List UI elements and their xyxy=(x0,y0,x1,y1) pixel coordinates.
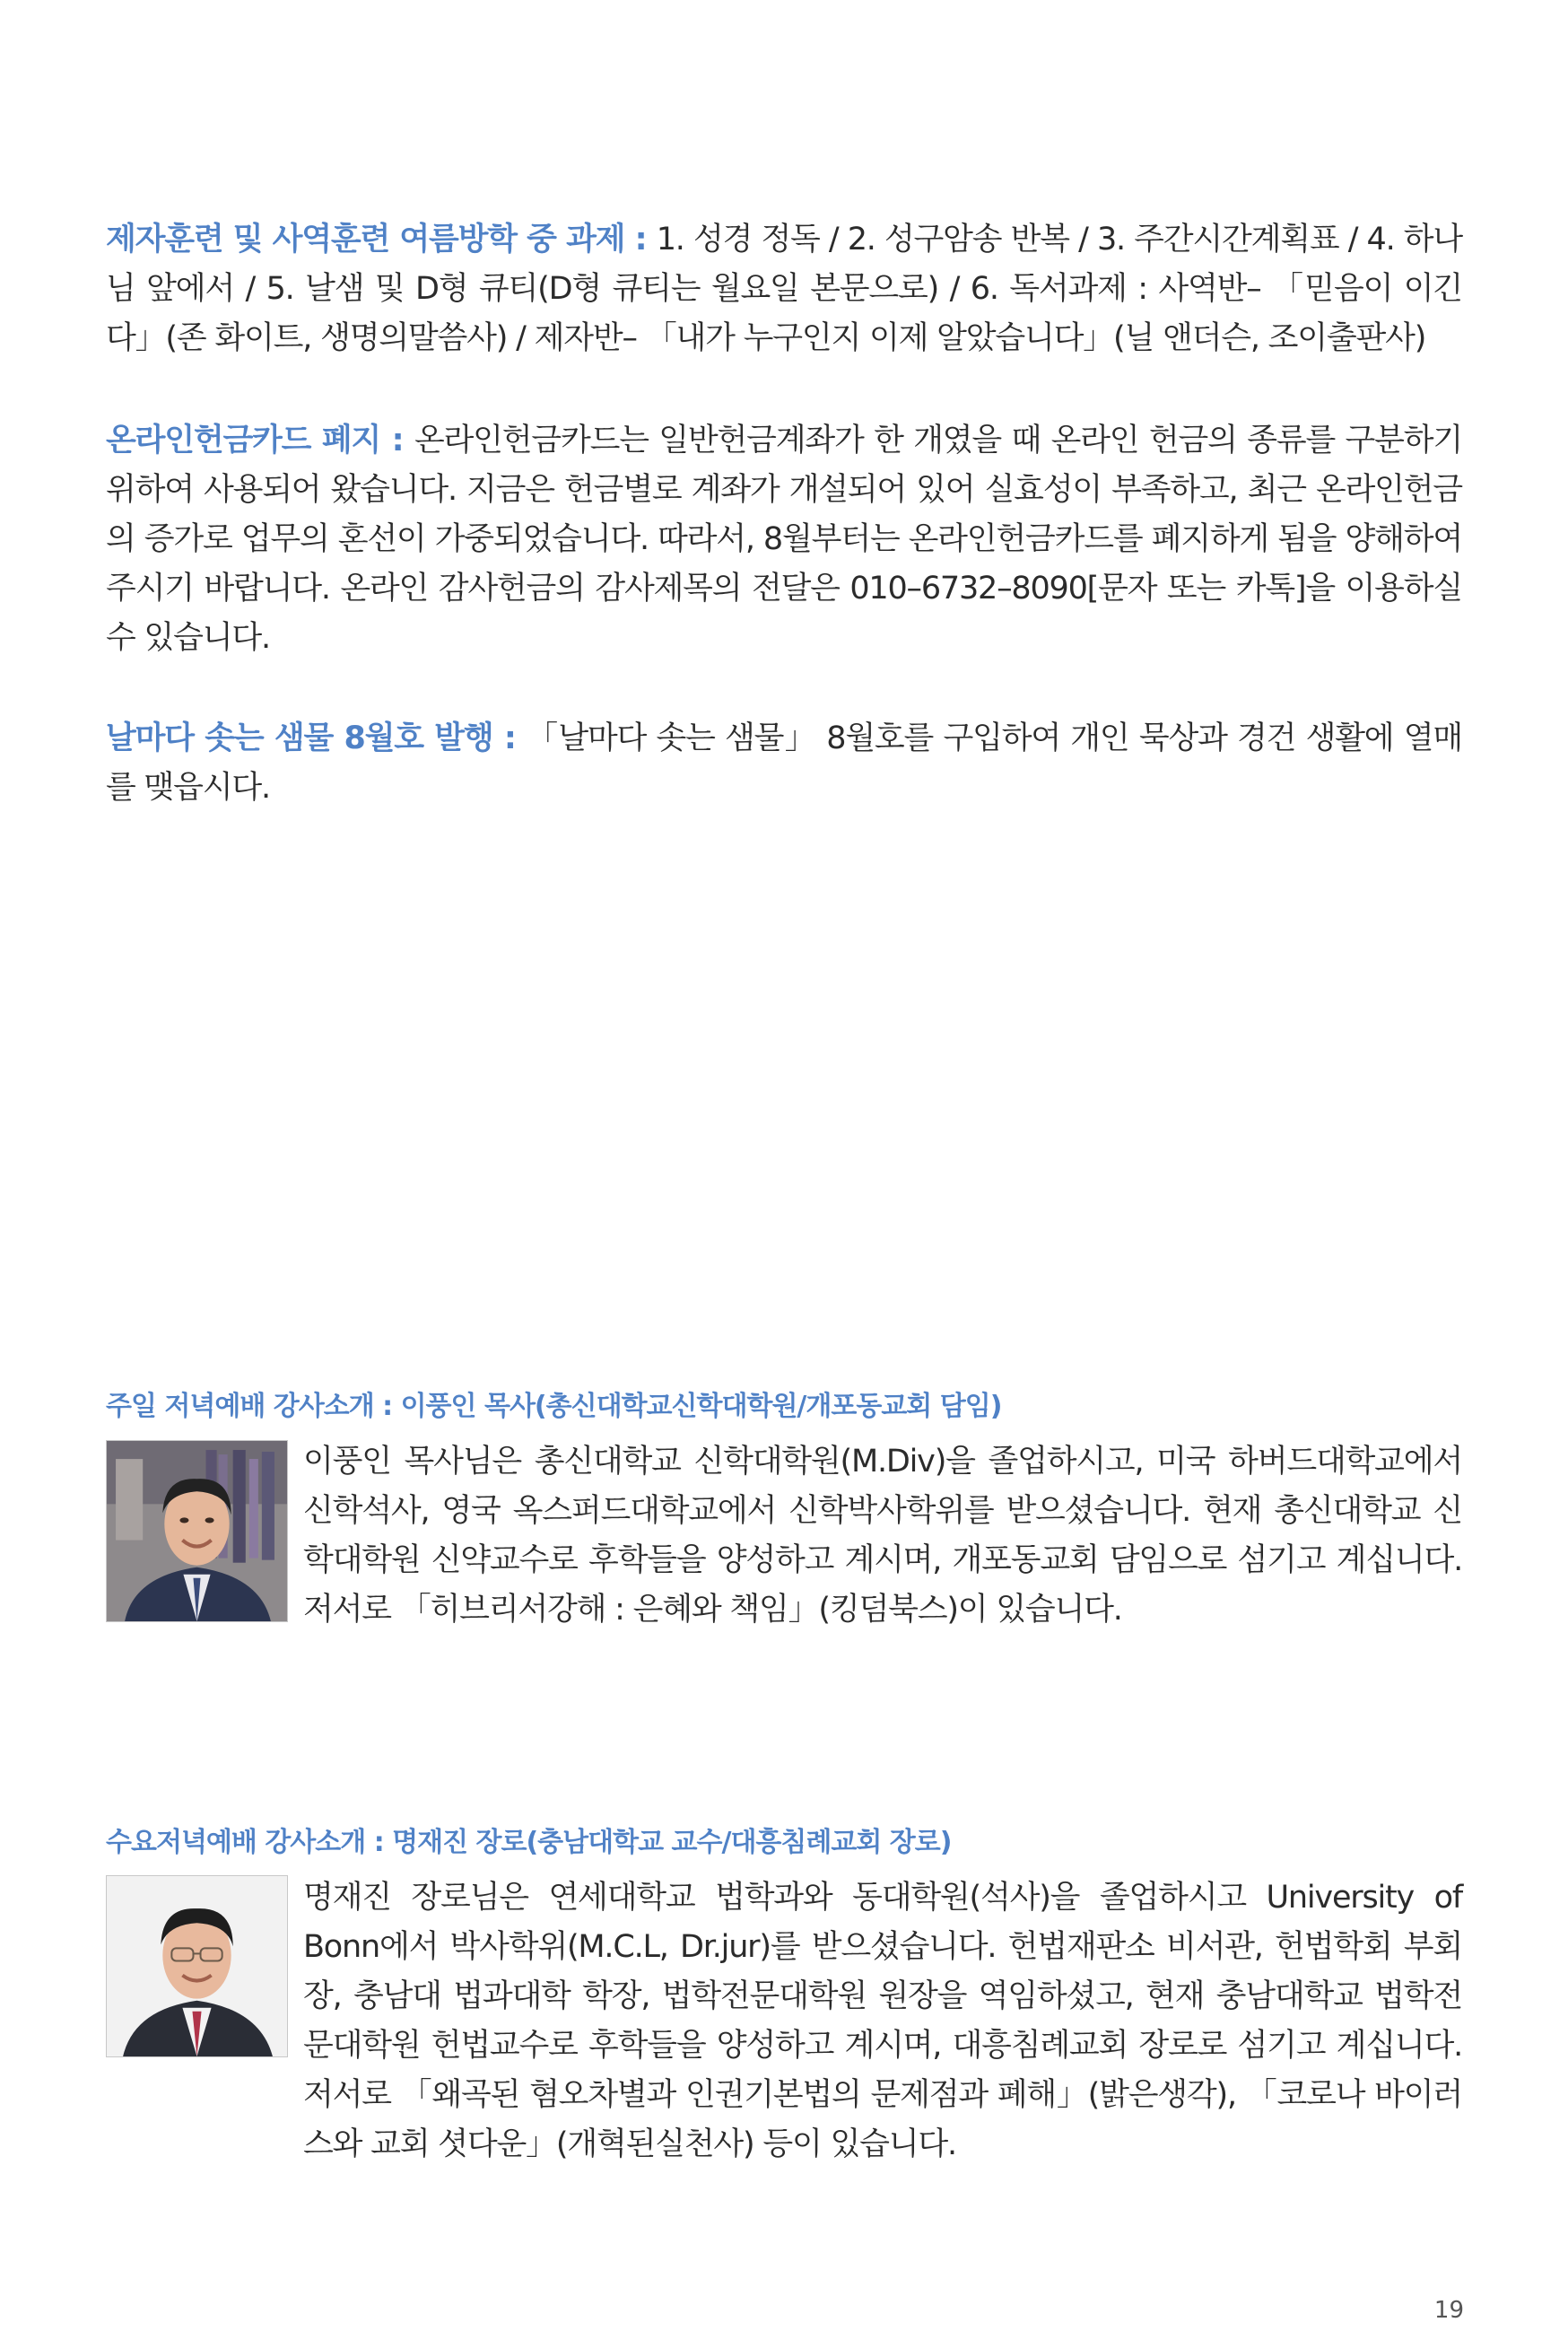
speaker-photo-lee xyxy=(106,1440,288,1622)
notice-devotional-issue xyxy=(106,714,1462,813)
notice-body: 「날마다 솟는 샘물」 8월호를 구입하여 개인 묵상과 경건 생활에 열매를 맺읍시다. xyxy=(106,720,1462,806)
notice-online-offering-card xyxy=(106,416,1462,663)
notice-title: 온라인헌금카드 폐지 : xyxy=(106,423,414,458)
notice-body: 1. 성경 정독 / 2. 성구암송 반복 / 3. 주간시간계획표 / 4. 하나님 앞에서 / 5. 날샘 및 D형 큐티(D형 큐티는 월요일 본문으로) / 6. 독서과제 : 사역반– 「믿음이 이긴다」(존 화이트, 생명의말씀사) / 제자반– 「내가 누구인지 이제 알았습니다」(닐 앤더슨, 조이출판사) xyxy=(106,222,1462,356)
notice-discipleship-homework xyxy=(106,215,1462,363)
notice-title: 제자훈련 및 사역훈련 여름방학 중 과제 : xyxy=(106,222,657,258)
portrait-image xyxy=(107,1876,287,2056)
wednesday-speaker-heading: 수요저녁예배 강사소개 : 명재진 장로(충남대학교 교수/대흥침례교회 장로) xyxy=(106,1827,952,1858)
sunday-speaker-bio: 이풍인 목사님은 총신대학교 신학대학원(M.Div)을 졸업하시고, 미국 하버드대학교에서 신학석사, 영국 옥스퍼드대학교에서 신학박사학위를 받으셨습니다. 현재 총신대학교 신학대학원 신약교수로 후학들을 양성하고 계시며, 개포동교회 담임으로 섬기고 계십니다. 저서로 「히브리서강해 : 은혜와 책임」(킹덤북스)이 있습니다. xyxy=(303,1444,1462,1628)
speaker-photo-myung xyxy=(106,1875,288,2057)
portrait-image xyxy=(107,1441,287,1621)
page-number: 19 xyxy=(1433,2297,1464,2324)
notice-title: 날마다 솟는 샘물 8월호 발행 : xyxy=(106,720,527,756)
notice-body: 온라인헌금카드는 일반헌금계좌가 한 개였을 때 온라인 헌금의 종류를 구분하기 위하여 사용되어 왔습니다. 지금은 헌금별로 계좌가 개설되어 있어 실효성이 부족하고, 최근 온라인헌금의 증가로 업무의 혼선이 가중되었습니다. 따라서, 8월부터는 온라인헌금카드를 폐지하게 됨을 양해하여 주시기 바랍니다. 온라인 감사헌금의 감사제목의 전달은 010–6732–8090[문자 또는 카톡]을 이용하실 수 있습니다. xyxy=(106,423,1462,656)
wednesday-speaker-bio: 명재진 장로님은 연세대학교 법학과와 동대학원(석사)을 졸업하시고 University of Bonn에서 박사학위(M.C.L, Dr.jur)를 받으셨습니다. 헌법재판소 비서관, 헌법학회 부회장, 충남대 법과대학 학장, 법학전문대학원 원장을 역임하셨고, 현재 충남대학교 법학전문대학원 헌법교수로 후학들을 양성하고 계시며, 대흥침례교회 장로로 섬기고 계십니다. 저서로 「왜곡된 혐오차별과 인권기본법의 문제점과 폐해」(밝은생각), 「코로나 바이러스와 교회 셧다운」(개혁된실천사) 등이 있습니다. xyxy=(303,1880,1462,2162)
sunday-speaker-heading: 주일 저녁예배 강사소개 : 이풍인 목사(총신대학교신학대학원/개포동교회 담임) xyxy=(106,1391,1002,1422)
